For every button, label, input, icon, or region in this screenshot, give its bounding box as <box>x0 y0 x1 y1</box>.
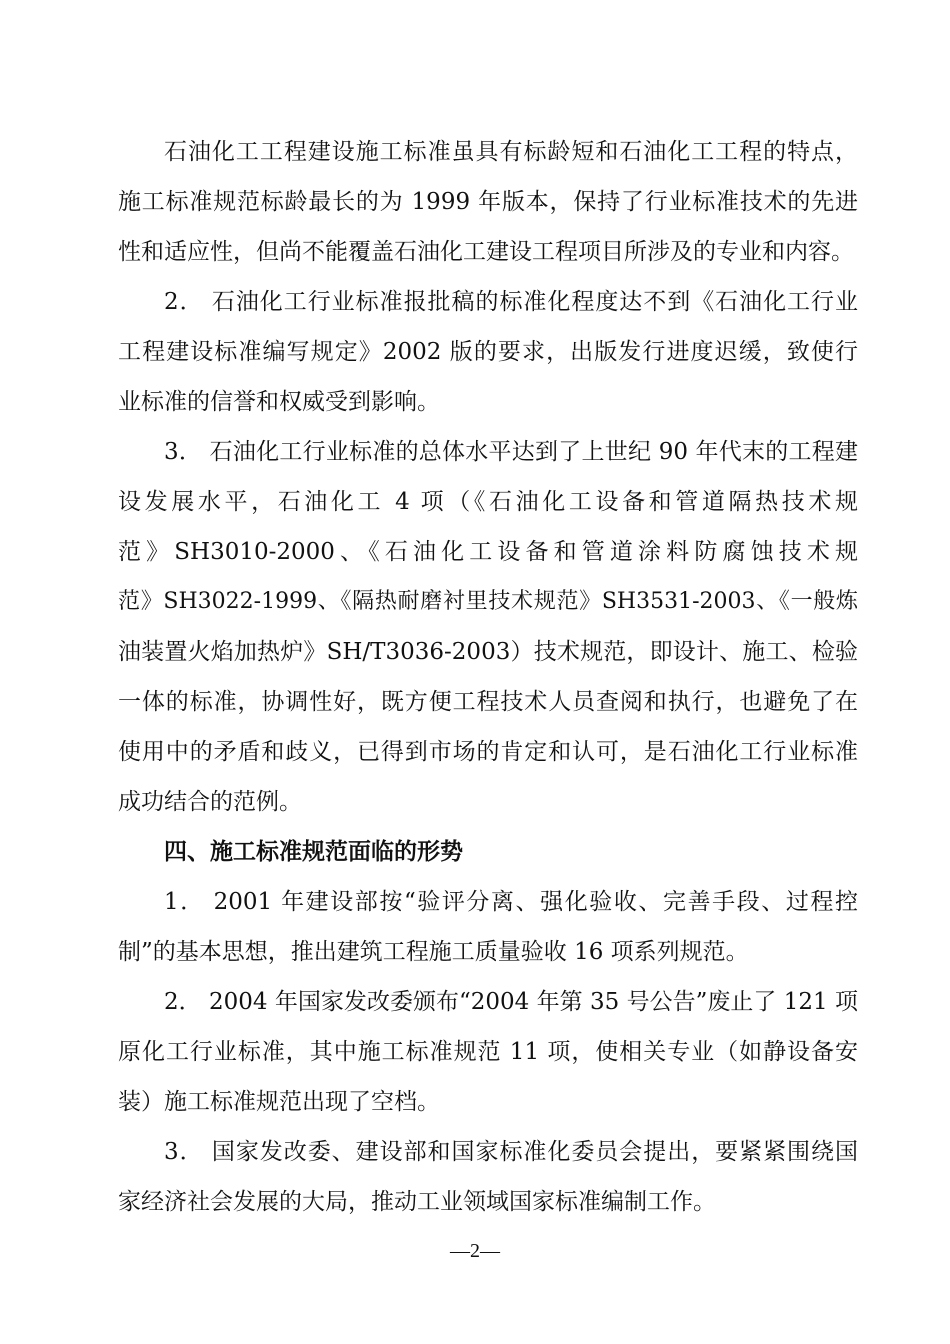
paragraph-line: 装）施工标准规范出现了空档。 <box>118 1089 440 1115</box>
paragraph-line: 石油化工工程建设施工标准虽具有标龄短和石油化工工程的特点， <box>164 139 858 165</box>
paragraph-line: 性和适应性，但尚不能覆盖石油化工建设工程项目所涉及的专业和内容。 <box>118 239 854 265</box>
paragraph-line: 油装置火焰加热炉》SH/T3036-2003）技术规范，即设计、施工、检验 <box>118 639 858 665</box>
page-number: —2— <box>450 1240 500 1262</box>
paragraph-line: 业标准的信誉和权威受到影响。 <box>118 389 440 415</box>
paragraph-line: 一体的标准，协调性好，既方便工程技术人员查阅和执行，也避免了在 <box>118 689 858 715</box>
paragraph-line: 1． 2001 年建设部按“验评分离、强化验收、完善手段、过程控 <box>164 889 858 915</box>
paragraph-line: 工程建设标准编写规定》2002 版的要求，出版发行进度迟缓，致使行 <box>118 339 858 365</box>
paragraph-line: 原化工行业标准，其中施工标准规范 11 项，使相关专业（如静设备安 <box>118 1039 858 1065</box>
paragraph-line: 2． 石油化工行业标准报批稿的标准化程度达不到《石油化工行业 <box>164 289 858 315</box>
paragraph-line: 3． 石油化工行业标准的总体水平达到了上世纪 90 年代末的工程建 <box>164 439 858 465</box>
section-heading: 四、施工标准规范面临的形势 <box>164 839 463 865</box>
paragraph-line: 3． 国家发改委、建设部和国家标准化委员会提出，要紧紧围绕国 <box>164 1139 858 1165</box>
paragraph-line: 范》SH3010-2000、《石油化工设备和管道涂料防腐蚀技术规 <box>118 539 858 565</box>
paragraph-line: 范》SH3022-1999、《隔热耐磨衬里技术规范》SH3531-2003、《一般炼 <box>118 589 858 614</box>
paragraph-line: 设发展水平，石油化工 4 项（《石油化工设备和管道隔热技术规 <box>118 489 858 515</box>
paragraph-line: 成功结合的范例。 <box>118 789 302 815</box>
paragraph-line: 2． 2004 年国家发改委颁布“2004 年第 35 号公告”废止了 121 项 <box>164 989 858 1015</box>
paragraph-line: 家经济社会发展的大局，推动工业领域国家标准编制工作。 <box>118 1189 716 1215</box>
paragraph-line: 施工标准规范标龄最长的为 1999 年版本，保持了行业标准技术的先进 <box>118 189 858 215</box>
paragraph-line: 制”的基本思想，推出建筑工程施工质量验收 16 项系列规范。 <box>118 939 749 965</box>
paragraph-line: 使用中的矛盾和歧义，已得到市场的肯定和认可，是石油化工行业标准 <box>118 739 858 765</box>
